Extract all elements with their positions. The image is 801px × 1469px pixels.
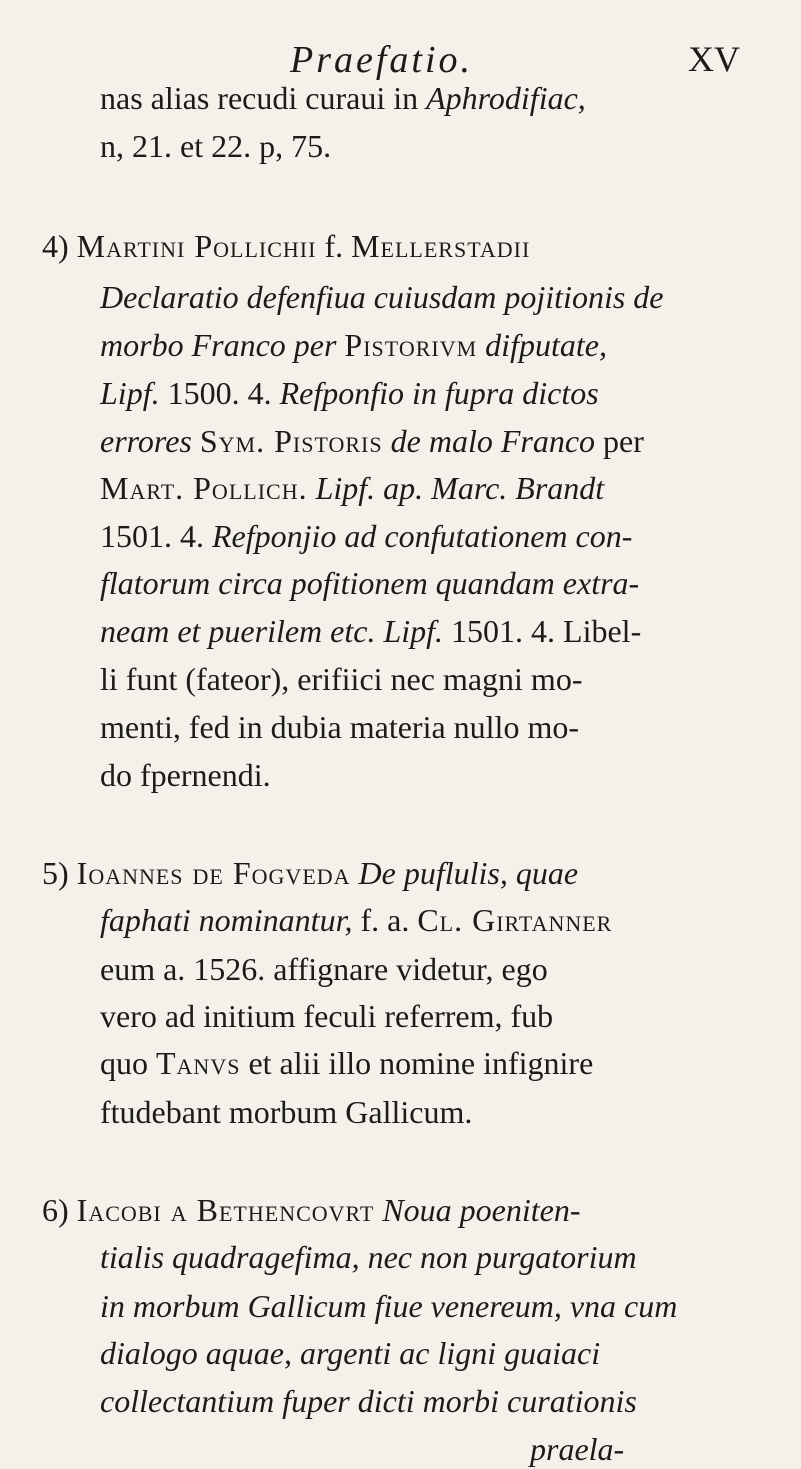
text-segment: Tanvs <box>156 1045 241 1081</box>
text-segment: flatorum circa pofitionem quandam extra- <box>100 565 640 601</box>
text-segment: Ioannes de Fogveda <box>76 855 351 891</box>
text-line <box>100 996 553 1036</box>
text-line <box>42 1190 581 1230</box>
text-line <box>100 1237 637 1277</box>
text-line <box>42 853 578 893</box>
text-segment: collectantium fuper dicti morbi curationis <box>100 1383 637 1419</box>
text-segment: et alii illo nomine infignire <box>240 1045 594 1081</box>
text-line <box>100 949 548 989</box>
text-segment: Declaratio defenfiua cuiusdam pojitionis de <box>100 279 664 315</box>
text-segment: Lipf. <box>100 375 160 411</box>
text-segment: f. <box>316 228 352 264</box>
text-line <box>100 659 582 699</box>
text-segment: in morbum Gallicum fiue venereum, vna cum <box>100 1288 678 1324</box>
text-segment: n, 21. et 22. p, 75. <box>100 128 332 164</box>
text-line <box>100 1286 677 1326</box>
text-line <box>100 325 607 365</box>
text-segment: de malo Franco <box>382 423 604 459</box>
text-segment: li funt (fateor), erifiici nec magni mo- <box>100 661 583 697</box>
text-line <box>530 1429 624 1469</box>
text-line <box>100 78 586 118</box>
text-segment: ftudebant morbum Gallicum. <box>100 1094 473 1130</box>
text-segment: Aphrodifiac, <box>426 80 586 116</box>
text-segment: 6) <box>42 1192 77 1228</box>
text-line <box>100 900 612 940</box>
text-segment: menti, fed in dubia materia nullo mo- <box>100 709 579 745</box>
text-segment: 1501. 4. <box>100 518 212 554</box>
text-segment: Iacobi a Bethencovrt <box>76 1192 375 1228</box>
text-line <box>100 516 632 556</box>
text-segment: Noua poeniten- <box>374 1192 581 1228</box>
text-line <box>100 468 604 508</box>
page-number: XV <box>688 39 740 79</box>
running-header <box>250 22 740 82</box>
text-segment: 4) <box>42 228 77 264</box>
text-line <box>100 421 644 461</box>
text-segment: difputate, <box>477 327 607 363</box>
text-line <box>100 1043 593 1083</box>
text-line <box>100 1381 637 1421</box>
text-segment: dialogo aquae, argenti ac ligni guaiaci <box>100 1335 601 1371</box>
text-segment: f. a. <box>352 902 418 938</box>
text-segment: morbo Franco per <box>100 327 345 363</box>
text-line <box>100 563 639 603</box>
text-segment: errores <box>100 423 200 459</box>
text-segment: quo <box>100 1045 156 1081</box>
text-line <box>100 126 331 166</box>
text-line <box>100 373 599 413</box>
text-segment: faphati nominantur, <box>100 902 353 938</box>
text-segment: neam et puerilem etc. Lipf. <box>100 613 444 649</box>
text-line <box>100 277 663 317</box>
text-segment: do fpernendi. <box>100 757 271 793</box>
text-segment: Refponfio in fupra dictos <box>279 375 599 411</box>
text-segment: Martini Pollichii <box>76 228 317 264</box>
text-line <box>100 707 579 747</box>
text-segment: vero ad initium feculi referrem, fub <box>100 998 554 1034</box>
text-segment: 5) <box>42 855 77 891</box>
text-segment: eum a. 1526. affignare videtur, ego <box>100 951 548 987</box>
text-segment: 1501. 4. Libel- <box>443 613 642 649</box>
running-title: Praefatio. <box>290 39 474 81</box>
text-segment: Mart. Pollich. <box>100 470 308 506</box>
text-segment: 1500. 4. <box>159 375 280 411</box>
text-segment: tialis quadragefima, nec non purgatorium <box>100 1239 637 1275</box>
text-segment: per <box>603 423 644 459</box>
text-line <box>42 226 530 266</box>
text-line <box>100 611 641 651</box>
text-segment: Pistorivm <box>344 327 478 363</box>
text-segment: Lipf. ap. Marc. Brandt <box>307 470 605 506</box>
text-segment: Mellerstadii <box>351 228 531 264</box>
text-line <box>100 1333 600 1373</box>
text-segment: Cl. Girtanner <box>417 902 613 938</box>
text-segment: praela- <box>530 1431 625 1467</box>
text-segment: Sym. Pistoris <box>199 423 383 459</box>
text-line <box>100 1092 472 1132</box>
text-segment: Refponjio ad confutationem con- <box>212 518 633 554</box>
text-segment: nas alias recudi curaui in <box>100 80 427 116</box>
text-line <box>100 755 271 795</box>
text-segment: De puflulis, quae <box>350 855 579 891</box>
